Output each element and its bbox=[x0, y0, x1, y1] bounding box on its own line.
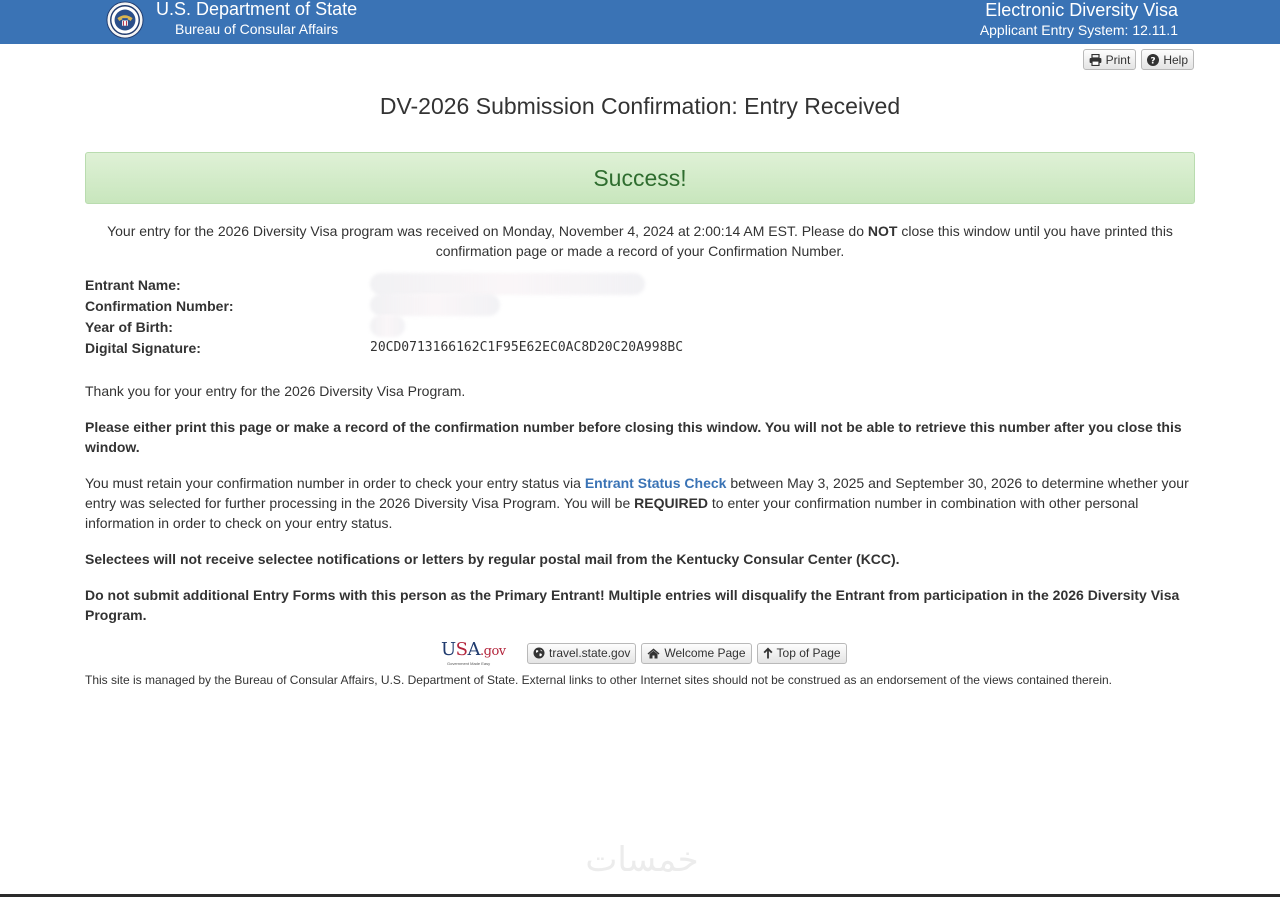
print-button[interactable] bbox=[1083, 49, 1137, 70]
success-alert: Success! bbox=[85, 152, 1195, 204]
welcome-page-label: Welcome Page bbox=[664, 646, 746, 660]
digital-signature-value: 20CD0713166162C1F95E62EC0AC8D20C20A998BC bbox=[370, 340, 684, 355]
no-additional-entries-warning: Do not submit additional Entry Forms with this person as the Primary Entrant! Multiple entries will disqualify the Entrant from participation in the 2026 Diversity Visa Program. bbox=[85, 587, 1180, 623]
travel-state-gov-label: travel.state.gov bbox=[549, 646, 631, 660]
usa-gov-tagline: Government Made Easy bbox=[447, 660, 491, 666]
usa-gov-wordmark bbox=[441, 638, 519, 661]
entrant-name-label: Entrant Name: bbox=[85, 277, 181, 293]
year-of-birth-label: Year of Birth: bbox=[85, 319, 173, 335]
help-button[interactable] bbox=[1141, 49, 1194, 70]
usa-logo-a: A bbox=[467, 638, 481, 660]
retain-text-middle: between May 3, 2025 and September 30, 2026 to determine whether your entry was selected for further processing in the 2026 Diversity Visa Program. You will be bbox=[85, 475, 1189, 511]
redaction-blur bbox=[370, 315, 405, 337]
utility-toolbar bbox=[1083, 49, 1194, 70]
digital-signature-label: Digital Signature: bbox=[85, 340, 201, 356]
intro-text-before: Your entry for the 2026 Diversity Visa program was received on Monday, November 4, 2024 at 2:00:14 AM EST. Please do bbox=[107, 223, 868, 239]
state-department-seal-icon bbox=[106, 1, 144, 39]
thanks-text: Thank you for your entry for the 2026 Diversity Visa Program. bbox=[85, 383, 466, 399]
help-label: Help bbox=[1163, 52, 1188, 67]
svg-text:?: ? bbox=[1150, 55, 1156, 66]
confirmation-number-label: Confirmation Number: bbox=[85, 298, 234, 314]
site-header bbox=[0, 0, 1280, 44]
globe-icon bbox=[533, 647, 545, 659]
redaction-blur bbox=[370, 294, 500, 316]
redaction-blur bbox=[370, 273, 645, 295]
system-title: Electronic Diversity Visa bbox=[985, 0, 1178, 20]
arrow-up-icon bbox=[763, 647, 773, 659]
usa-logo-s: S bbox=[455, 638, 468, 660]
top-of-page-label: Top of Page bbox=[776, 646, 841, 660]
page-title: DV-2026 Submission Confirmation: Entry Received bbox=[379, 93, 901, 119]
intro-text-bold: NOT bbox=[867, 223, 898, 239]
retain-confirmation-text bbox=[85, 473, 1195, 533]
printer-icon bbox=[1089, 54, 1102, 66]
travel-state-gov-button[interactable] bbox=[527, 643, 636, 664]
question-circle-icon bbox=[1147, 54, 1159, 66]
usa-logo-gov: .gov bbox=[480, 643, 506, 659]
footer-links bbox=[441, 638, 847, 666]
print-label: Print bbox=[1105, 52, 1131, 67]
watermark: خمسات bbox=[585, 840, 699, 880]
agency-name: U.S. Department of State bbox=[156, 0, 358, 19]
intro-text bbox=[100, 221, 1180, 261]
system-version: Applicant Entry System: 12.11.1 bbox=[979, 22, 1178, 38]
welcome-page-button[interactable] bbox=[641, 643, 751, 664]
intro-text-after: close this window until you have printed this confirmation page or made a record of your Confirmation Number. bbox=[435, 223, 1173, 259]
retain-text-after: to enter your confirmation number in combination with other personal information in order to check on your entry status. bbox=[85, 495, 1139, 531]
usa-logo-u: U bbox=[441, 638, 456, 660]
site-disclaimer: This site is managed by the Bureau of Consular Affairs, U.S. Department of State. External links to other Internet sites should not be construed as an endorsement of the views contained therein. bbox=[85, 673, 1113, 687]
bureau-name: Bureau of Consular Affairs bbox=[175, 21, 339, 37]
retain-text-before: You must retain your confirmation number in order to check your entry status via bbox=[85, 475, 585, 491]
home-icon bbox=[647, 648, 660, 659]
usa-gov-logo[interactable] bbox=[441, 638, 519, 666]
selectees-notice: Selectees will not receive selectee notifications or letters by regular postal mail from the Kentucky Consular Center (KCC). bbox=[85, 551, 900, 567]
entrant-status-check-link[interactable]: Entrant Status Check bbox=[584, 475, 727, 491]
top-of-page-button[interactable] bbox=[757, 643, 847, 664]
retain-text-bold: REQUIRED bbox=[634, 495, 709, 511]
print-warning-text: Please either print this page or make a record of the confirmation number before closing this window. You will not be able to retrieve this number after you close this window. bbox=[85, 419, 1182, 455]
